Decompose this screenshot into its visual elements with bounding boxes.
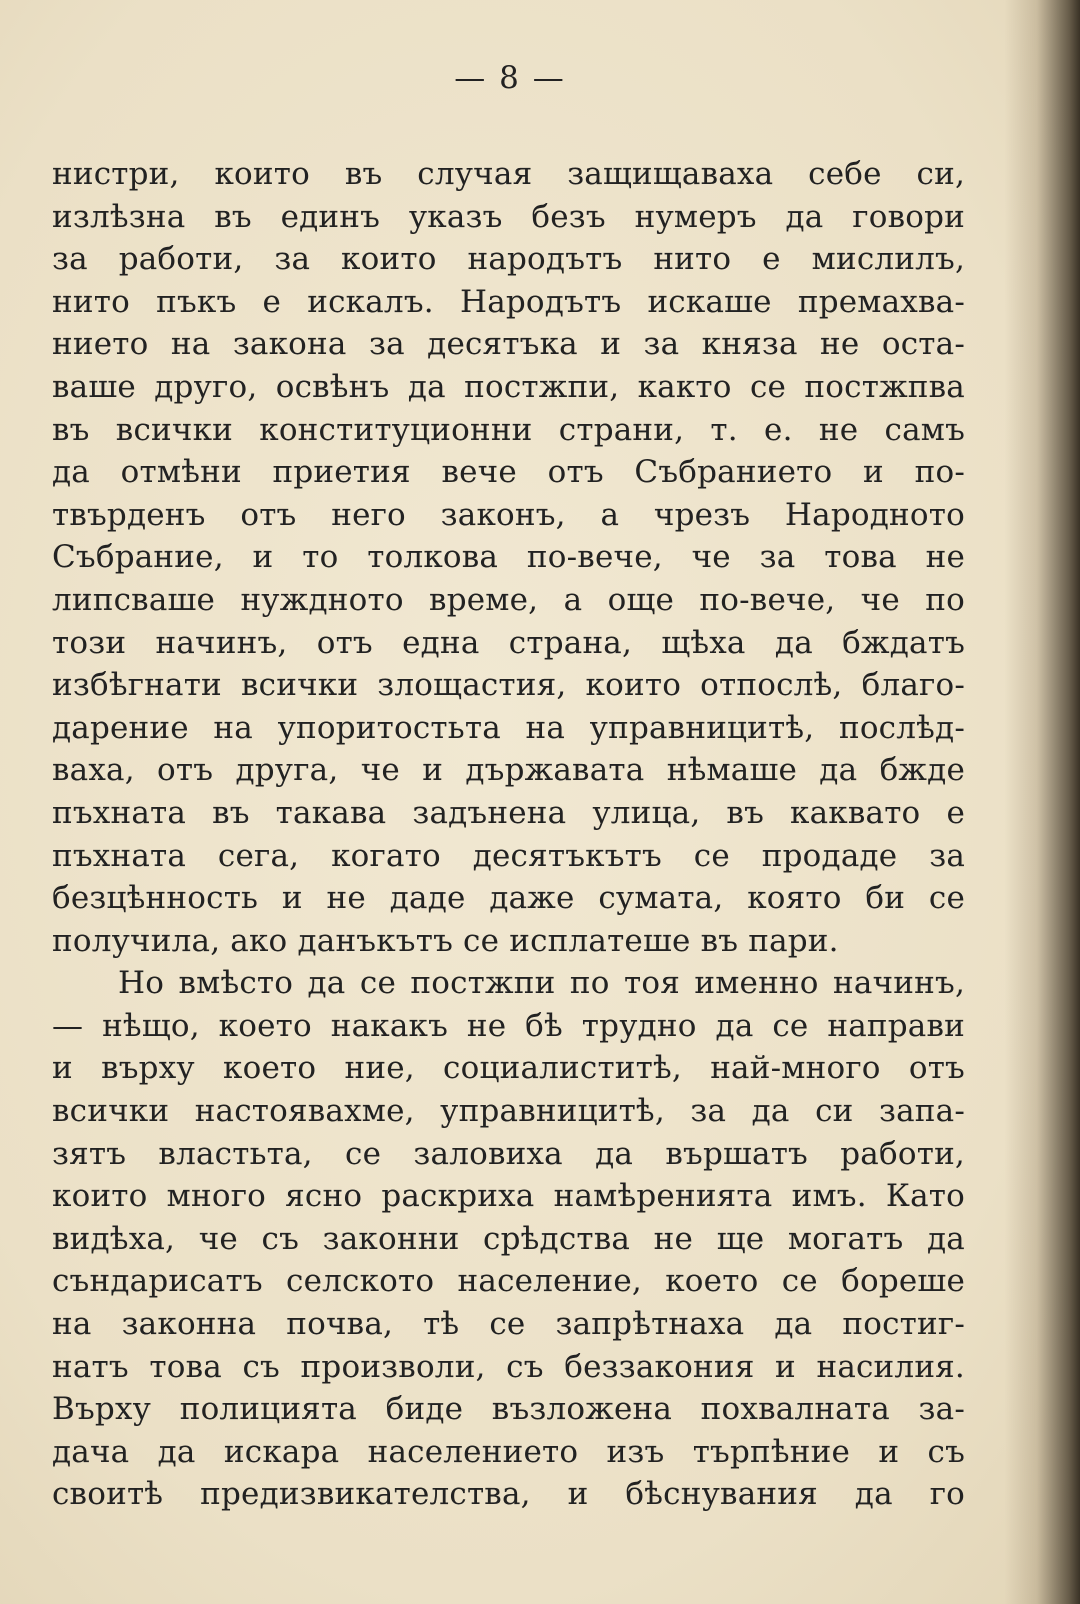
text-line: излѣзна въ единъ указъ безъ нумеръ да говори — [52, 198, 965, 235]
text-line: да отмѣни приетия вече отъ Събранието и по- — [52, 454, 965, 491]
text-line: които много ясно раскриха намѣренията имъ. Като — [52, 1178, 965, 1215]
body-text — [52, 153, 965, 1516]
text-line: дарение на упоритостьта на управницитѣ, послѣд- — [52, 709, 965, 746]
text-line: липсваше нуждното време, а още по-вече, че по — [52, 581, 965, 618]
text-line: видѣха, че съ законни срѣдства не ще могатъ да — [52, 1220, 965, 1257]
paragraph-first-line: Но вмѣсто да се постжпи по тоя именно начинъ, — [118, 965, 965, 1002]
text-line: съндарисатъ селското население, което се бореше — [52, 1263, 965, 1300]
text-line: ваха, отъ друга, че и държавата нѣмаше да бжде — [52, 752, 965, 789]
text-line: на законна почва, тѣ се запрѣтнаха да постиг- — [52, 1306, 965, 1343]
text-line: нистри, които въ случая защищаваха себе си, — [52, 156, 965, 192]
text-line: всички настоявахме, управницитѣ, за да си запа- — [52, 1093, 965, 1130]
page-number: — 8 — — [454, 60, 566, 96]
text-line: Събрание, и то толкова по-вече, че за това не — [52, 539, 965, 576]
text-line: нието на закона за десятъка и за княза не оста- — [52, 326, 965, 363]
text-line: въ всички конституционни страни, т. е. не самъ — [52, 411, 965, 448]
text-line: за работи, за които народътъ нито е мислилъ, — [52, 241, 965, 278]
text-line: безцѣнность и не даде даже сумата, която би се — [52, 880, 965, 917]
text-line: — нѣщо, което накакъ не бѣ трудно да се направи — [52, 1007, 965, 1044]
paragraph-last-line: получила, ако данъкътъ се исплатеше въ пари. — [52, 922, 839, 959]
text-line: този начинъ, отъ една страна, щѣха да бждатъ — [52, 624, 965, 661]
text-line: дача да искара населението изъ търпѣние и съ — [52, 1433, 965, 1470]
text-line: Върху полицията биде възложена похвалната за- — [52, 1391, 965, 1428]
text-line: нито пъкъ е искалъ. Народътъ искаше премахва- — [52, 283, 965, 320]
text-line: натъ това съ произволи, съ беззакония и насилия. — [52, 1348, 965, 1385]
text-line: пъхната въ такава задънена улица, въ каквато е — [52, 794, 965, 831]
text-line: ваше друго, освѣнъ да постжпи, както се постжпва — [52, 368, 965, 405]
text-line: и върху което ние, социалиститѣ, най-много отъ — [52, 1050, 965, 1087]
text-line: зятъ властьта, се заловиха да вършатъ работи, — [52, 1135, 965, 1172]
text-line: пъхната сега, когато десятъкътъ се продаде за — [52, 837, 965, 874]
text-line: избѣгнати всички злощастия, които отпослѣ, благо- — [52, 667, 965, 704]
text-line: своитѣ предизвикателства, и бѣснувания да го — [52, 1476, 965, 1513]
text-line: твърденъ отъ него законъ, а чрезъ Народното — [52, 496, 965, 533]
